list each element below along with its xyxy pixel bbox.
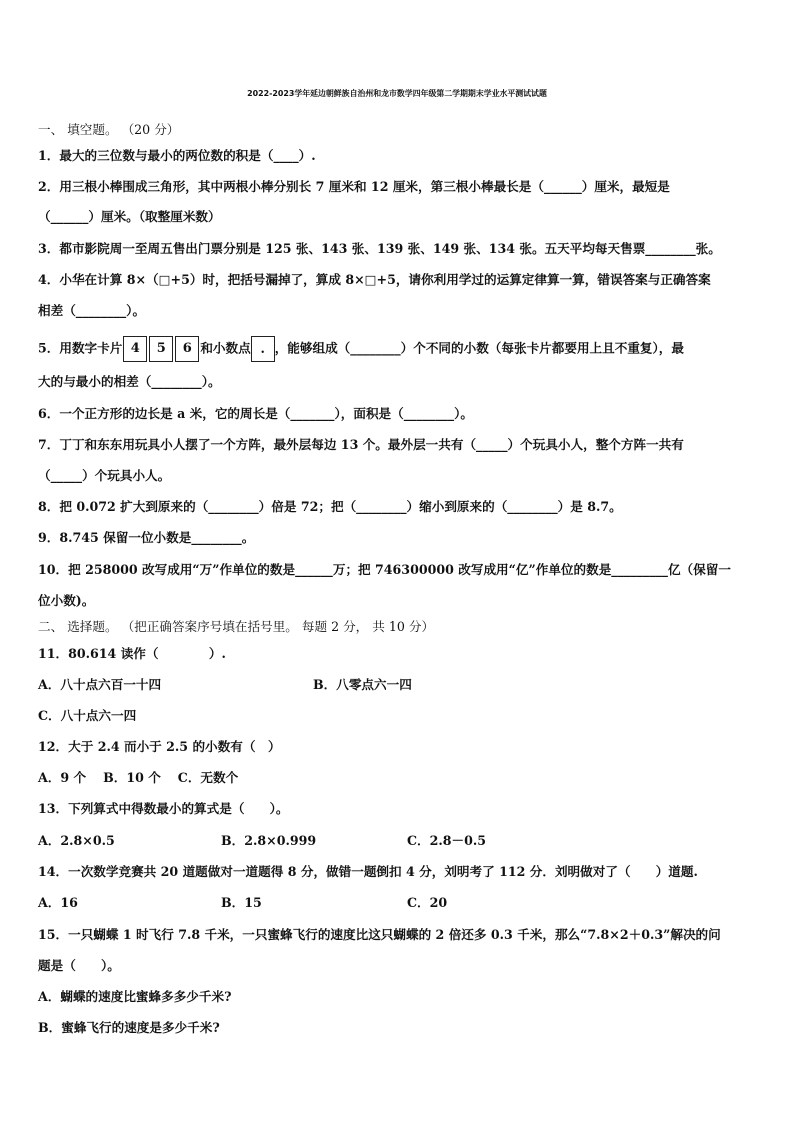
question-13-option-a: A．2.8×0.5 [38, 833, 115, 848]
question-13: 13．下列算式中得数最小的算式是（ ）。 [38, 801, 289, 816]
page-title: 2022-2023学年延边朝鲜族自治州和龙市数学四年级第二学期期末学业水平测试试题 [247, 89, 547, 98]
question-6: 6．一个正方形的边长是 a 米，它的周长是（_______），面积是（________）。 [38, 406, 473, 421]
question-11-option-b: B．八零点六一四 [313, 677, 412, 692]
question-3: 3．都市影院周一至周五售出门票分别是 125 张、143 张、139 张、149 张、134 张。五天平均每天售票________张。 [38, 241, 721, 256]
section-2-heading: 二、 选择题。 （把正确答案序号填在括号里。 每题 2 分， 共 10 分） [38, 619, 435, 634]
question-14-option-b: B．15 [221, 895, 262, 910]
digit-card-4: 4 [123, 336, 147, 362]
digit-card-6: 6 [175, 336, 199, 362]
question-14: 14．一次数学竞赛共 20 道题做对一道题得 8 分，做错一题倒扣 4 分，刘明考了 112 分．刘明做对了（ ）道题. [38, 864, 698, 879]
question-8: 8．把 0.072 扩大到原来的（________）倍是 72；把（________）缩小到原来的（________）是 8.7。 [38, 499, 622, 514]
question-14-option-a: A．16 [38, 895, 78, 910]
section-1-heading: 一、 填空题。 （20 分） [38, 122, 180, 137]
question-5-mid: 和小数点 [200, 340, 251, 356]
question-15-option-b: B．蜜蜂飞行的速度是多少千米? [38, 1020, 220, 1035]
question-15-line-2: 题是（ ）。 [38, 958, 120, 973]
question-2-line-2: （______）厘米。（取整厘米数） [38, 209, 221, 224]
question-5-prefix: 5．用数字卡片 [38, 340, 123, 356]
question-12: 12．大于 2.4 而小于 2.5 的小数有（ ） [38, 739, 281, 754]
question-15-option-a: A．蝴蝶的速度比蜜蜂多多少千米? [38, 989, 232, 1004]
question-1: 1．最大的三位数与最小的两位数的积是（____）. [38, 148, 316, 163]
question-13-option-c: C．2.8－0.5 [407, 833, 487, 848]
question-14-option-c: C．20 [407, 895, 448, 910]
question-12-options: A．9 个 B．10 个 C．无数个 [38, 770, 239, 785]
digit-card-5: 5 [149, 336, 173, 362]
question-2-line-1: 2．用三根小棒围成三角形，其中两根小棒分别长 7 厘米和 12 厘米，第三根小棒最长是（______）厘米，最短是 [38, 179, 670, 194]
question-5-suffix: ，能够组成（________）个不同的小数（每张卡片都要用上且不重复），最 [274, 340, 684, 356]
question-10-line-1: 10．把 258000 改写成用“万”作单位的数是______万；把 746300000 改写成用“亿”作单位的数是_________亿（保留一 [38, 562, 731, 577]
question-13-option-b: B．2.8×0.999 [221, 833, 317, 848]
decimal-point-card: . [251, 336, 275, 362]
question-15-line-1: 15．一只蝴蝶 1 时飞行 7.8 千米，一只蜜蜂飞行的速度比这只蝴蝶的 2 倍还多 0.3 千米，那么“7.8×2＋0.3”解决的问 [38, 927, 721, 942]
question-4-line-1: 4．小华在计算 8×（□+5）时，把括号漏掉了，算成 8×□+5，请你利用学过的运算定律算一算，错误答案与正确答案 [38, 272, 711, 287]
question-5-line-2: 大的与最小的相差（________）。 [38, 374, 221, 389]
question-5-line-1 [38, 336, 684, 362]
question-7-line-1: 7．丁丁和东东用玩具小人摆了一个方阵，最外层每边 13 个。最外层一共有（_____）个玩具小人，整个方阵一共有 [38, 437, 684, 452]
question-11-option-a: A．八十点六百一十四 [38, 677, 162, 692]
question-7-line-2: （_____）个玩具小人。 [38, 468, 171, 483]
question-10-line-2: 位小数)。 [38, 593, 95, 608]
question-11-option-c: C．八十点六一四 [38, 708, 137, 723]
question-11: 11．80.614 读作（ ）. [38, 646, 226, 661]
question-4-line-2: 相差（________）。 [38, 303, 146, 318]
question-9: 9．8.745 保留一位小数是________。 [38, 530, 255, 545]
